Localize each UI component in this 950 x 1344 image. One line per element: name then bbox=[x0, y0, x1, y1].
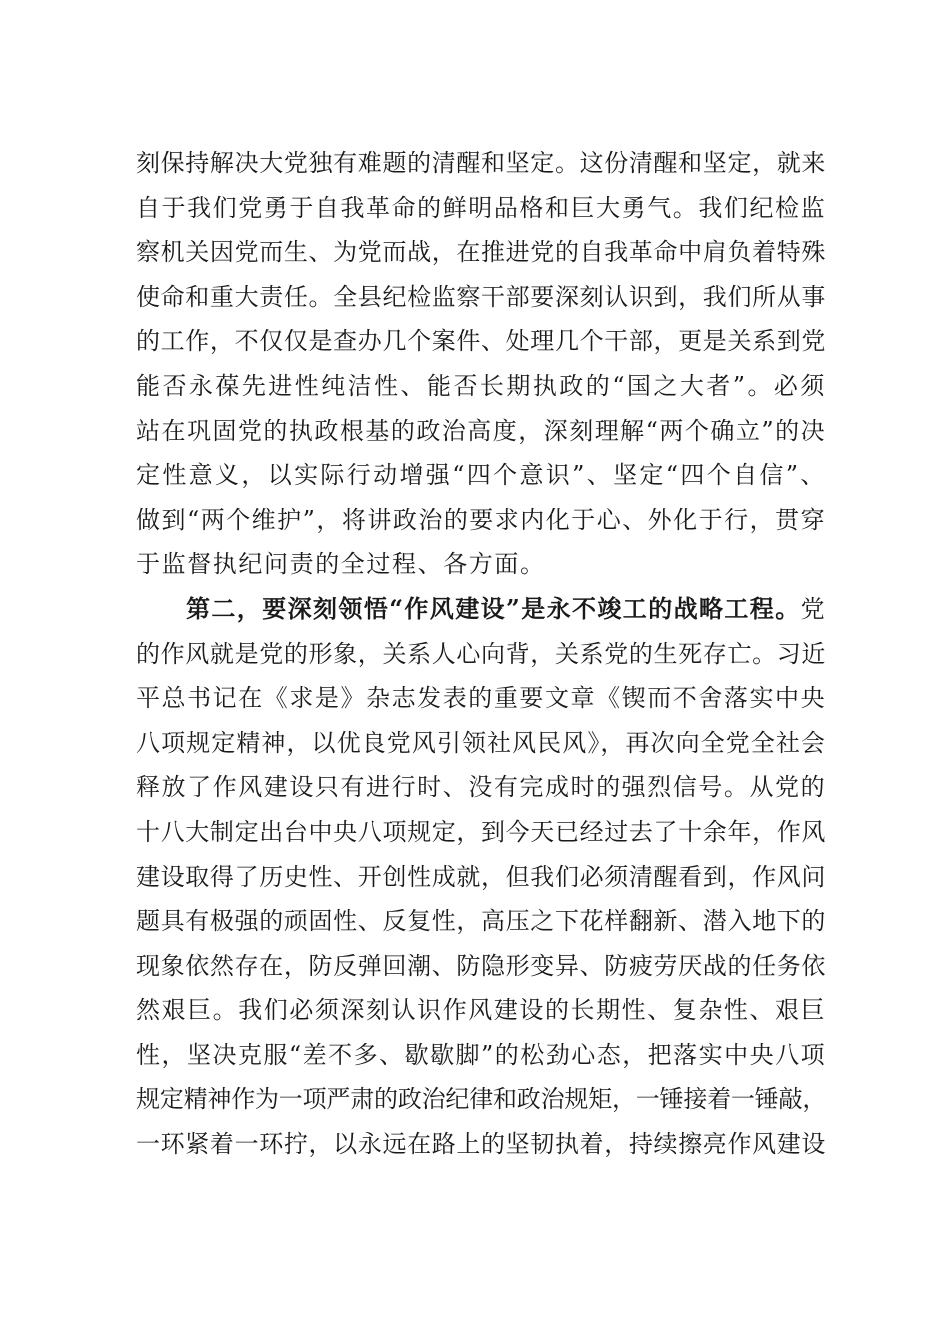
text-line: 刻保持解决大党独有难题的清醒和坚定。这份清醒和坚定，就来 bbox=[136, 149, 826, 177]
heading-continuation: 党 bbox=[800, 594, 827, 623]
text-line: 使命和重大责任。全县纪检监察干部要深刻认识到，我们所从事 bbox=[136, 282, 826, 311]
text-line: 建设取得了历史性、开创性成就，但我们必须清醒看到，作风问 bbox=[136, 862, 826, 891]
body-text bbox=[136, 141, 826, 1167]
text-line: 题具有极强的顽固性、反复性，高压之下花样翻新、潜入地下的 bbox=[136, 907, 826, 936]
text-line: 定性意义，以实际行动增强“四个意识”、坚定“四个自信”、 bbox=[136, 461, 826, 490]
text-line: 性，坚决克服“差不多、歇歇脚”的松劲心态，把落实中央八项 bbox=[136, 1040, 826, 1069]
section-heading-line bbox=[136, 587, 826, 632]
text-line: 然艰巨。我们必须深刻认识作风建设的长期性、复杂性、艰巨 bbox=[136, 996, 826, 1025]
text-line: 平总书记在《求是》杂志发表的重要文章《锲而不舍落实中央 bbox=[136, 684, 826, 713]
section-heading: 第二，要深刻领悟“作风建设”是永不竣工的战略工程。 bbox=[186, 593, 801, 623]
text-line: 自于我们党勇于自我革命的鲜明品格和巨大勇气。我们纪检监 bbox=[136, 193, 826, 222]
text-line: 能否永葆先进性纯洁性、能否长期执政的“国之大者”。必须 bbox=[136, 371, 826, 400]
text-line: 的工作，不仅仅是查办几个案件、处理几个干部，更是关系到党 bbox=[136, 327, 826, 356]
text-line: 做到“两个维护”，将讲政治的要求内化于心、外化于行，贯穿 bbox=[136, 505, 826, 534]
text-line: 八项规定精神，以优良党风引领社风民风》，再次向全党全社会 bbox=[136, 728, 826, 757]
text-line: 规定精神作为一项严肃的政治纪律和政治规矩，一锤接着一锤敲， bbox=[136, 1085, 827, 1114]
text-line: 站在巩固党的执政根基的政治高度，深刻理解“两个确立”的决 bbox=[136, 416, 826, 445]
text-line: 察机关因党而生、为党而战，在推进党的自我革命中肩负着特殊 bbox=[136, 238, 826, 267]
text-line: 的作风就是党的形象，关系人心向背，关系党的生死存亡。习近 bbox=[136, 639, 826, 668]
text-line: 释放了作风建设只有进行时、没有完成时的强烈信号。从党的 bbox=[136, 773, 826, 802]
text-line: 十八大制定出台中央八项规定，到今天已经过去了十余年，作风 bbox=[136, 817, 826, 846]
text-line: 现象依然存在，防反弹回潮、防隐形变异、防疲劳厌战的任务依 bbox=[136, 951, 826, 980]
text-line: 于监督执纪问责的全过程、各方面。 bbox=[136, 550, 546, 579]
text-line: 一环紧着一环拧，以永远在路上的坚韧执着，持续擦亮作风建设 bbox=[136, 1130, 826, 1159]
